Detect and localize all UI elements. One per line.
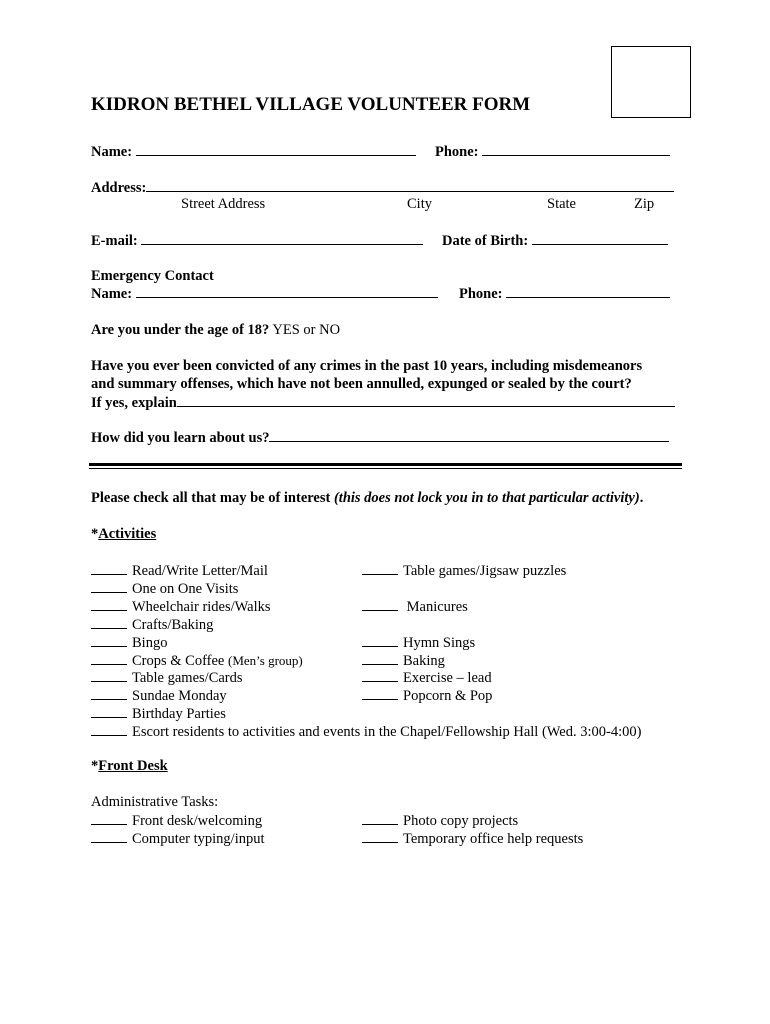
activity-label: Bingo xyxy=(132,635,168,651)
activity-label: Crops & Coffee xyxy=(132,653,225,669)
activity-label: Wheelchair rides/Walks xyxy=(132,599,271,615)
activity-item xyxy=(362,652,445,670)
activity-checkbox[interactable] xyxy=(362,598,398,611)
convicted-question-line2: and summary offenses, which have not been annulled, expunged or sealed by the court? xyxy=(91,376,632,392)
zip-caption: Zip xyxy=(634,196,655,212)
activity-item xyxy=(362,562,566,580)
activity-item xyxy=(91,562,268,580)
activity-item xyxy=(91,652,303,670)
activity-label: Hymn Sings xyxy=(403,635,476,651)
interest-intro-row xyxy=(91,490,643,507)
address-row xyxy=(91,179,674,197)
activity-item xyxy=(91,598,271,616)
activity-checkbox[interactable] xyxy=(91,580,127,593)
activity-note: (Men’s group) xyxy=(228,653,303,668)
activity-item xyxy=(362,687,492,705)
emergency-phone-label: Phone: xyxy=(459,286,503,302)
front-desk-star: * xyxy=(91,758,99,774)
activity-checkbox[interactable] xyxy=(362,687,398,700)
front-desk-checkbox[interactable] xyxy=(91,812,127,825)
emergency-name-row xyxy=(91,285,438,303)
activity-label: Manicures xyxy=(406,599,468,615)
activity-label: Crafts/Baking xyxy=(132,617,214,633)
name-label: Name: xyxy=(91,144,133,160)
activity-item xyxy=(362,669,492,687)
activity-label: One on One Visits xyxy=(132,581,239,597)
activity-item xyxy=(362,598,468,616)
activity-label: Popcorn & Pop xyxy=(403,688,493,704)
activity-checkbox[interactable] xyxy=(362,562,398,575)
activity-label: Read/Write Letter/Mail xyxy=(132,563,268,579)
activity-item xyxy=(91,687,227,705)
activity-item xyxy=(91,705,226,723)
state-caption: State xyxy=(547,196,576,212)
front-desk-item xyxy=(91,812,262,830)
city-caption: City xyxy=(407,196,432,212)
activity-item xyxy=(91,634,167,652)
learn-field[interactable] xyxy=(269,429,669,442)
front-desk-heading xyxy=(91,758,168,775)
emergency-phone-field[interactable] xyxy=(506,285,670,298)
interest-intro: Please check all that may be of interest xyxy=(91,490,331,506)
interest-period: . xyxy=(639,490,644,506)
front-desk-label: Photo copy projects xyxy=(403,813,519,829)
activity-checkbox[interactable] xyxy=(362,634,398,647)
emergency-phone-row xyxy=(459,285,670,303)
activity-checkbox[interactable] xyxy=(91,705,127,718)
form-title: KIDRON BETHEL VILLAGE VOLUNTEER FORM xyxy=(91,94,531,115)
emergency-name-field[interactable] xyxy=(136,285,438,298)
explain-field[interactable] xyxy=(177,394,675,407)
activity-checkbox[interactable] xyxy=(91,634,127,647)
email-row xyxy=(91,232,423,250)
front-desk-item xyxy=(362,830,583,848)
activity-checkbox[interactable] xyxy=(362,652,398,665)
phone-label: Phone: xyxy=(435,144,479,160)
front-desk-label: Front desk/welcoming xyxy=(132,813,263,829)
dob-row xyxy=(442,232,668,250)
age-question-row xyxy=(91,322,340,339)
activity-item xyxy=(91,616,213,634)
explain-label: If yes, explain xyxy=(91,395,177,411)
admin-tasks-label: Administrative Tasks: xyxy=(91,794,219,810)
activity-checkbox[interactable] xyxy=(91,562,127,575)
emergency-contact-label: Emergency Contact xyxy=(91,268,214,284)
phone-field[interactable] xyxy=(482,143,670,156)
age-question: Are you under the age of 18? xyxy=(91,322,270,338)
activities-heading-text: Activities xyxy=(98,526,157,542)
front-desk-label: Temporary office help requests xyxy=(403,831,584,847)
activity-label: Table games/Jigsaw puzzles xyxy=(403,563,567,579)
email-label: E-mail: xyxy=(91,233,138,249)
dob-label: Date of Birth: xyxy=(442,233,529,249)
explain-row xyxy=(91,394,675,412)
learn-row xyxy=(91,429,669,447)
front-desk-label: Computer typing/input xyxy=(132,831,265,847)
convicted-question-line1: Have you ever been convicted of any crimes in the past 10 years, including misdemeanors xyxy=(91,358,643,374)
age-options[interactable]: YES or NO xyxy=(272,322,341,338)
activity-item xyxy=(362,634,475,652)
activities-star: * xyxy=(91,526,99,542)
front-desk-item xyxy=(91,830,265,848)
activity-label: Baking xyxy=(403,653,445,669)
activity-label: Birthday Parties xyxy=(132,706,226,722)
activities-heading xyxy=(91,526,156,543)
divider-thick xyxy=(89,463,682,466)
learn-label: How did you learn about us? xyxy=(91,430,270,446)
activity-checkbox[interactable] xyxy=(362,669,398,682)
activity-label: Exercise – lead xyxy=(403,670,492,686)
street-address-caption: Street Address xyxy=(181,196,266,212)
front-desk-checkbox[interactable] xyxy=(91,830,127,843)
photo-box xyxy=(611,46,691,118)
activity-label: Sundae Monday xyxy=(132,688,227,704)
activity-item xyxy=(91,580,238,598)
emergency-name-label: Name: xyxy=(91,286,133,302)
address-field[interactable] xyxy=(146,179,674,192)
dob-field[interactable] xyxy=(532,232,668,245)
activity-checkbox[interactable] xyxy=(91,669,127,682)
interest-note: (this does not lock you in to that particular activity) xyxy=(333,490,640,506)
divider-thin xyxy=(89,468,682,469)
address-label: Address: xyxy=(91,180,147,196)
front-desk-checkbox[interactable] xyxy=(362,830,398,843)
activity-item xyxy=(91,669,243,687)
phone-row xyxy=(435,143,670,161)
front-desk-heading-text: Front Desk xyxy=(98,758,168,774)
activity-checkbox[interactable] xyxy=(91,616,127,629)
activity-checkbox[interactable] xyxy=(91,598,127,611)
activity-item xyxy=(91,723,641,741)
activity-checkbox[interactable] xyxy=(91,723,127,736)
name-row xyxy=(91,143,416,161)
name-field[interactable] xyxy=(136,143,416,156)
front-desk-item xyxy=(362,812,518,830)
front-desk-checkbox[interactable] xyxy=(362,812,398,825)
activity-label: Table games/Cards xyxy=(132,670,243,686)
activity-checkbox[interactable] xyxy=(91,687,127,700)
email-field[interactable] xyxy=(141,232,423,245)
activity-label: Escort residents to activities and events in the Chapel/Fellowship Hall (Wed. 3:00-4:00) xyxy=(132,724,642,740)
activity-checkbox[interactable] xyxy=(91,652,127,665)
